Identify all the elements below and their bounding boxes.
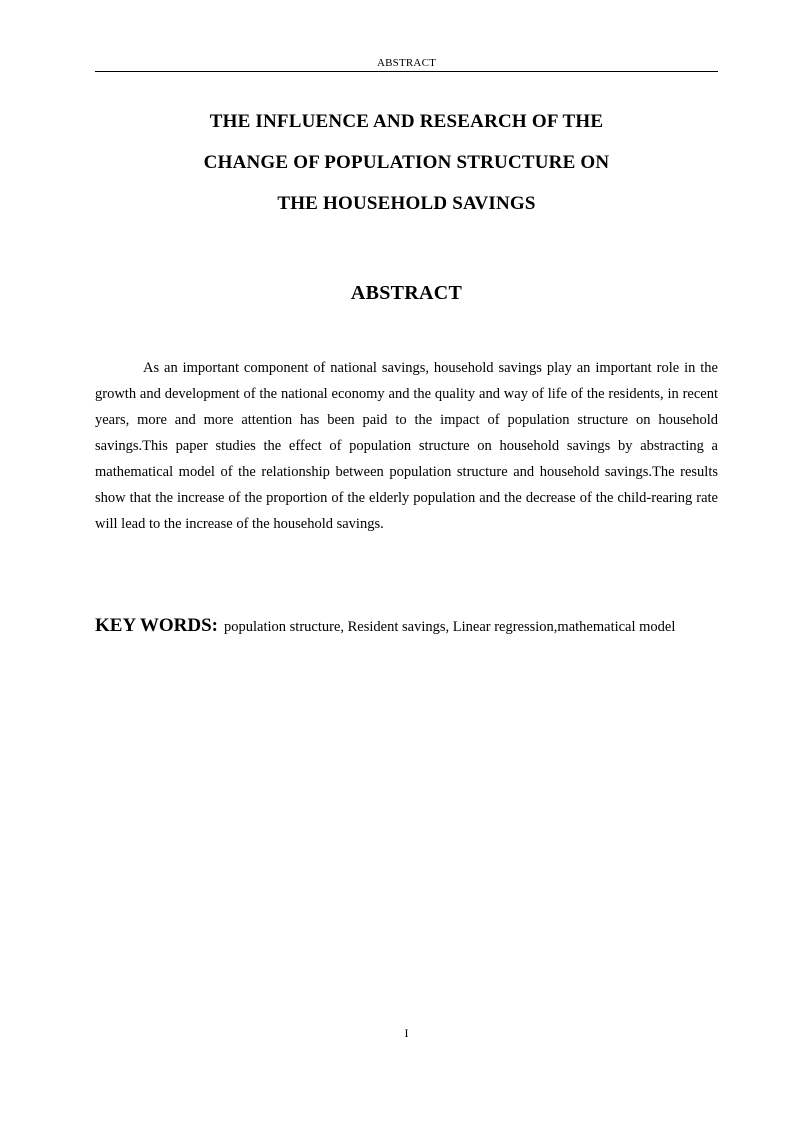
page-number: I [404, 1026, 409, 1040]
running-header: ABSTRACT [376, 57, 437, 69]
abstract-body: As an important component of national savings, household savings play an important role in the growth and development of the national economy and the quality and way of life of the residents, in recent years, more and more attention has been paid to the impact of population structure on household savings.This paper studies the effect of population structure on household savings by abstracting a mathematical model of the relationship between population structure and household savings.The results show that the increase of the proportion of the elderly population and the decrease of the child-rearing rate will lead to the increase of the household savings. [95, 360, 718, 532]
title-line: THE INFLUENCE AND RESEARCH OF THE [209, 111, 604, 132]
paper-title [95, 101, 718, 224]
keywords-label: KEY WORDS: [95, 615, 218, 636]
keywords-paragraph [95, 611, 718, 642]
header-rule [95, 71, 718, 72]
title-line: CHANGE OF POPULATION STRUCTURE ON [203, 152, 610, 173]
keywords-text: population structure, Resident savings, Linear regression,mathematical model [224, 619, 676, 635]
abstract-heading: ABSTRACT [350, 282, 463, 304]
title-line: THE HOUSEHOLD SAVINGS [277, 193, 536, 214]
